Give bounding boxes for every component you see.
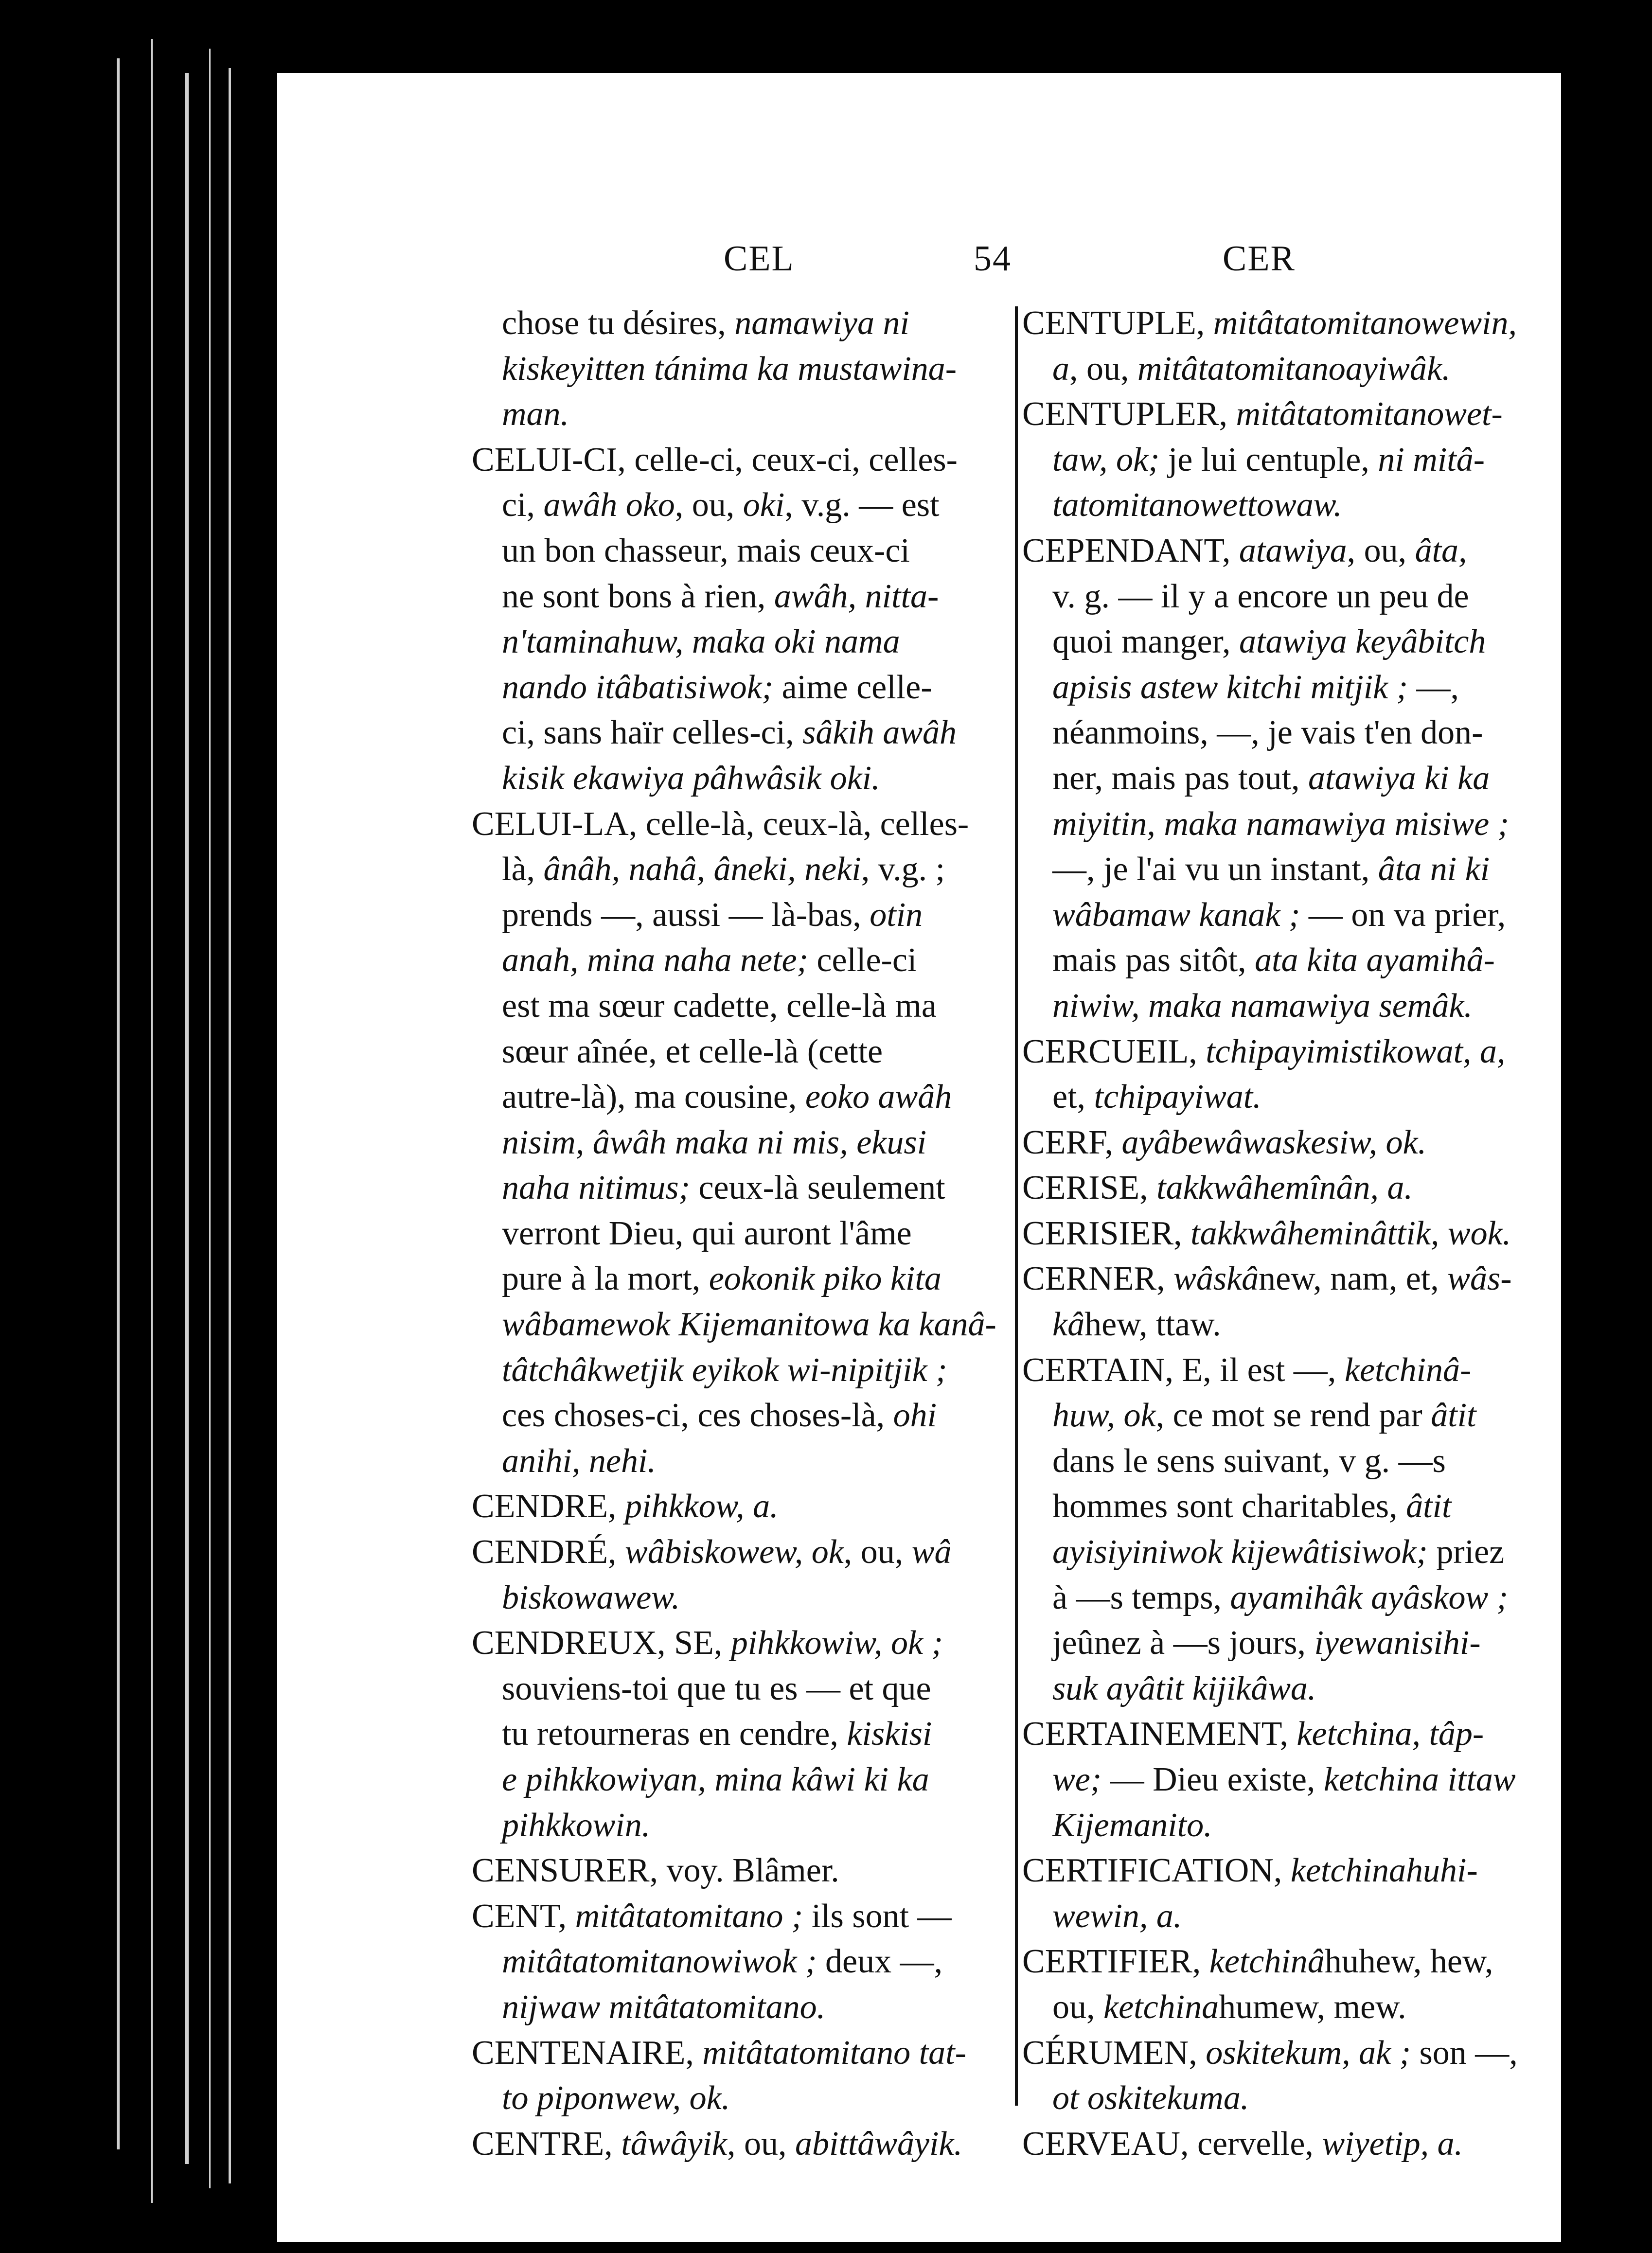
entry-headword-line: CERCUEIL, tchipayimistikowat, a, (1022, 1032, 1506, 1070)
entry-continuation-line: e pihkkowiyan, mina kâwi ki ka (502, 1761, 929, 1798)
entry-continuation-line: à —s temps, ayamihâk ayâskow ; (1052, 1579, 1509, 1616)
entry-continuation-line: pure à la mort, eokonik piko kita (502, 1260, 941, 1298)
entry-continuation-line: to piponwew, ok. (502, 2079, 730, 2117)
page-number: 54 (974, 239, 1012, 279)
entry-continuation-line: dans le sens suivant, v g. —s (1052, 1442, 1446, 1480)
entry-headword-line: CERTIFIER, ketchinâhuhew, hew, (1022, 1943, 1493, 1981)
entry-continuation-line: ayisiyiniwok kijewâtisiwok; priez (1052, 1533, 1505, 1571)
entry-headword-line: CENTRE, tâwâyik, ou, abittâwâyik. (472, 2125, 963, 2163)
entry-continuation-line: mais pas sitôt, ata kita ayamihâ- (1052, 941, 1495, 979)
entry-continuation-line: jeûnez à —s jours, iyewanisihi- (1052, 1624, 1481, 1662)
running-head-right: CER (1223, 239, 1296, 279)
entry-continuation-line: ner, mais pas tout, atawiya ki ka (1052, 759, 1490, 797)
entry-continuation-line: kiskeyitten tánima ka mustawina- (502, 350, 957, 388)
entry-headword-line: CENSURER, voy. Blâmer. (472, 1852, 839, 1890)
entry-continuation-line: est ma sœur cadette, celle-là ma (502, 987, 937, 1025)
entry-continuation-line: un bon chasseur, mais ceux-ci (502, 532, 910, 569)
entry-headword-line: CENT, mitâtatomitano ; ils sont — (472, 1897, 952, 1935)
entry-continuation-line: autre-là), ma cousine, eoko awâh (502, 1078, 952, 1116)
entry-continuation-line: ci, awâh oko, ou, oki, v.g. — est (502, 486, 940, 524)
entry-continuation-line: v. g. — il y a encore un peu de (1052, 577, 1469, 615)
entry-continuation-line: tu retourneras en cendre, kiskisi (502, 1715, 932, 1753)
entry-continuation-line: anah, mina naha nete; celle-ci (502, 941, 917, 979)
entry-continuation-line: biskowawew. (502, 1579, 680, 1616)
entry-continuation-line: we; — Dieu existe, ketchina ittaw (1052, 1761, 1516, 1798)
entry-continuation-line: pihkkowin. (502, 1806, 651, 1844)
entry-continuation-line: néanmoins, —, je vais t'en don- (1052, 714, 1483, 752)
entry-headword-line: CERISIER, takkwâheminâttik, wok. (1022, 1214, 1511, 1252)
entry-continuation-line: tâtchâkwetjik eyikok wi-nipitjik ; (502, 1351, 947, 1389)
entry-continuation-line: wâbamewok Kijemanitowa ka kanâ- (502, 1306, 996, 1344)
entry-continuation-line: huw, ok, ce mot se rend par âtit (1052, 1397, 1476, 1435)
entry-continuation-line: ci, sans haïr celles-ci, sâkih awâh (502, 714, 957, 752)
left-column (472, 301, 1008, 2166)
entry-continuation-line: kisik ekawiya pâhwâsik oki. (502, 759, 880, 797)
entry-continuation-line: mitâtatomitanowiwok ; deux —, (502, 1943, 943, 1981)
entry-continuation-line: tatomitanowettowaw. (1052, 486, 1342, 524)
entry-continuation-line: ces choses-ci, ces choses-là, ohi (502, 1397, 937, 1435)
entry-continuation-line: ot oskitekuma. (1052, 2079, 1249, 2117)
dictionary-page (277, 73, 1561, 2242)
entry-headword-line: CERTAIN, E, il est —, ketchinâ- (1022, 1351, 1472, 1389)
entry-headword-line: CENTUPLE, mitâtatomitanowewin, (1022, 304, 1517, 342)
entry-continuation-line: nando itâbatisiwok; aime celle- (502, 668, 932, 706)
column-divider (1015, 306, 1018, 2106)
entry-headword-line: CELUI-LA, celle-là, ceux-là, celles- (472, 805, 969, 843)
entry-headword-line: CENTUPLER, mitâtatomitanowet- (1022, 395, 1503, 433)
entry-continuation-line: là, ânâh, nahâ, âneki, neki, v.g. ; (502, 851, 945, 888)
entry-continuation-line: miyitin, maka namawiya misiwe ; (1052, 805, 1510, 843)
entry-continuation-line: wâbamaw kanak ; — on va prier, (1052, 896, 1506, 934)
entry-continuation-line: Kijemanito. (1052, 1806, 1212, 1844)
entry-headword-line: CENTENAIRE, mitâtatomitano tat- (472, 2034, 966, 2072)
entry-continuation-line: wewin, a. (1052, 1897, 1182, 1935)
entry-continuation-line: anihi, nehi. (502, 1442, 656, 1480)
entry-headword-line: CÉRUMEN, oskitekum, ak ; son —, (1022, 2034, 1518, 2072)
right-column (1022, 301, 1533, 2166)
entry-continuation-line: naha nitimus; ceux-là seulement (502, 1169, 945, 1207)
entry-continuation-line: prends —, aussi — là-bas, otin (502, 896, 923, 934)
entry-headword-line: CENDREUX, SE, pihkkowiw, ok ; (472, 1624, 943, 1662)
entry-headword-line: CERTIFICATION, ketchinahuhi- (1022, 1852, 1478, 1890)
entry-continuation-line: nisim, âwâh maka ni mis, ekusi (502, 1123, 927, 1161)
entry-continuation-line: quoi manger, atawiya keyâbitch (1052, 623, 1486, 661)
entry-continuation-line: kâhew, ttaw. (1052, 1306, 1221, 1344)
entry-continuation-line: ne sont bons à rien, awâh, nitta- (502, 577, 939, 615)
entry-headword-line: CEPENDANT, atawiya, ou, âta, (1022, 532, 1467, 569)
entry-continuation-line: n'taminahuw, maka oki nama (502, 623, 900, 661)
entry-headword-line: CERNER, wâskânew, nam, et, wâs- (1022, 1260, 1512, 1298)
entry-continuation-line: man. (502, 395, 569, 433)
entry-continuation-line: ou, ketchinahumew, mew. (1052, 1988, 1406, 2026)
running-head-left: CEL (724, 239, 795, 279)
entry-headword-line: CELUI-CI, celle-ci, ceux-ci, celles- (472, 441, 958, 479)
entry-continuation-line: niwiw, maka namawiya semâk. (1052, 987, 1473, 1025)
entry-continuation-line: sœur aînée, et celle-là (cette (502, 1032, 883, 1070)
entry-headword-line: CERISE, takkwâhemînân, a. (1022, 1169, 1413, 1207)
entry-headword-line: CERF, ayâbewâwaskesiw, ok. (1022, 1123, 1427, 1161)
entry-continuation-line: verront Dieu, qui auront l'âme (502, 1214, 912, 1252)
entry-continuation-line: a, ou, mitâtatomitanoayiwâk. (1052, 350, 1451, 388)
entry-continuation-line: hommes sont charitables, âtit (1052, 1488, 1452, 1526)
entry-continuation-line: suk ayâtit kijikâwa. (1052, 1669, 1316, 1707)
entry-continuation-line: souviens-toi que tu es — et que (502, 1669, 931, 1707)
entry-headword-line: CENDRE, pihkkow, a. (472, 1488, 779, 1526)
entry-headword-line: CENDRÉ, wâbiskowew, ok, ou, wâ (472, 1533, 952, 1571)
scanned-book-spine (0, 0, 272, 2253)
entry-headword-line: CERTAINEMENT, ketchina, tâp- (1022, 1715, 1484, 1753)
entry-continuation-line: et, tchipayiwat. (1052, 1078, 1261, 1116)
entry-continuation-line: apisis astew kitchi mitjik ; —, (1052, 668, 1459, 706)
entry-continuation-line: —, je l'ai vu un instant, âta ni ki (1052, 851, 1490, 888)
entry-continuation-line: nijwaw mitâtatomitano. (502, 1988, 826, 2026)
entry-continuation-line: taw, ok; je lui centuple, ni mitâ- (1052, 441, 1485, 479)
entry-headword-line: CERVEAU, cervelle, wiyetip, a. (1022, 2125, 1463, 2163)
entry-continuation-line: chose tu désires, namawiya ni (502, 304, 909, 342)
